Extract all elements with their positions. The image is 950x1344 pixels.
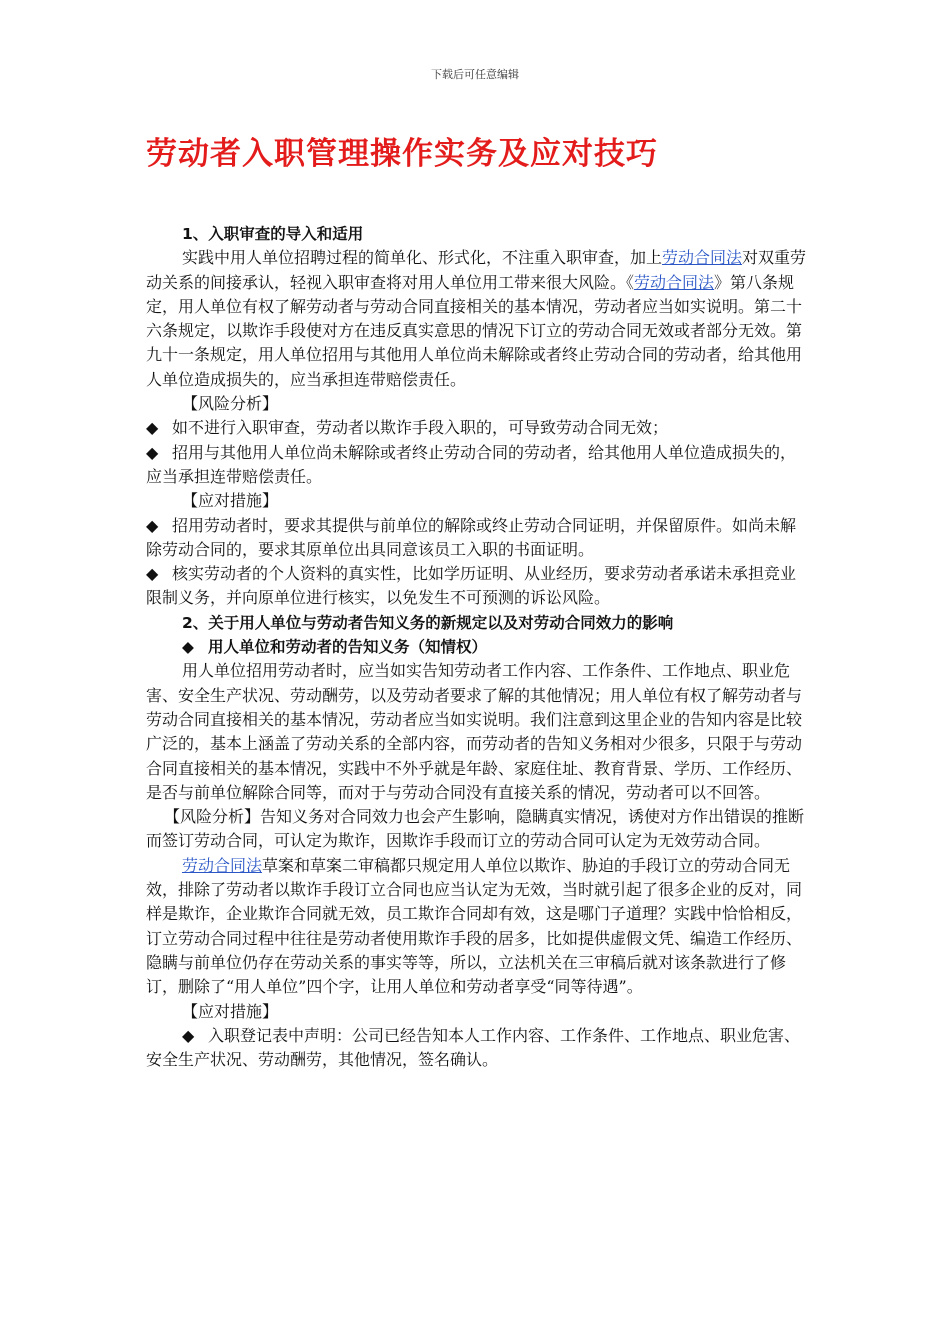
section-1-heading: 1、入职审查的导入和适用 bbox=[182, 225, 364, 243]
list-item-text: 入职登记表中声明：公司已经告知本人工作内容、工作条件、工作地点、职业危害、安全生产状况、劳动酬劳，其他情况，签名确认。 bbox=[146, 1025, 801, 1070]
risk-label: 【风险分析】 bbox=[164, 807, 261, 827]
text-run: 》第八条规定，用人单位有权了解劳动者与劳动合同直接相关的基本情况，劳动者应当如实说明。第二十六条规定，以欺诈手段使对方在违反真实意思的情况下订立的劳动合同无效或者部分无效。第九十一条规定，用人单位招用与其他用人单位尚未解除或者终止劳动合同的劳动者，给其他用人单位造成损失的，应当承担连带赔偿责任。 bbox=[146, 272, 803, 389]
law-link[interactable]: 劳动合同法 bbox=[662, 248, 743, 268]
section-2-heading: 2、关于用人单位与劳动者告知义务的新规定以及对劳动合同效力的影响 bbox=[182, 613, 674, 632]
list-item bbox=[146, 514, 810, 563]
measure-label: 【应对措施】 bbox=[182, 491, 279, 511]
diamond-bullet-icon: ◆ bbox=[182, 638, 194, 657]
section-2-paragraph: 用人单位招用劳动者时，应当如实告知劳动者工作内容、工作条件、工作地点、职业危害、安全生产状况、劳动酬劳，以及劳动者要求了解的其他情况；用人单位有权了解劳动者与劳动合同直接相关的基本情况，劳动者应当如实说明。我们注意到这里企业的告知内容是比较广泛的，基本上涵盖了劳动关系的全部内容，而劳动者的告知义务相对少很多，只限于与劳动合同直接相关的基本情况，实践中不外乎就是年龄、家庭住址、教育背景、学历、工作经历、是否与前单位解除合同等，而对于与劳动合同没有直接关系的情况，劳动者可以不回答。 bbox=[146, 661, 803, 802]
text-run: 草案和草案二审稿都只规定用人单位以欺诈、胁迫的手段订立的劳动合同无效，排除了劳动者以欺诈手段订立合同也应当认定为无效，当时就引起了很多企业的反对，同样是欺诈，企业欺诈合同就无效，员工欺诈合同却有效，这是哪门子道理？实践中恰恰相反，订立劳动合同过程中往往是劳动者使用欺诈手段的居多，比如提供虚假文凭、编造工作经历、隐瞒与前单位仍存在劳动关系的事实等等，所以，立法机关在三审稿后就对该条款进行了修订，删除了“用人单位”四个字，让用人单位和劳动者享受“同等待遇”。 bbox=[146, 855, 803, 997]
list-item-text: 核实劳动者的个人资料的真实性，比如学历证明、从业经历，要求劳动者承诺未承担竞业限制义务，并向原单位进行核实，以免发生不可预测的诉讼风险。 bbox=[146, 564, 797, 608]
document-body bbox=[146, 222, 810, 1072]
list-item bbox=[146, 441, 810, 490]
risk-label: 【风险分析】 bbox=[182, 394, 279, 414]
diamond-bullet-icon: ◆ bbox=[182, 1025, 195, 1045]
text-run: 实践中用人单位招聘过程的简单化、形式化，不注重入职审查，加上 bbox=[182, 248, 663, 268]
law-link[interactable]: 劳动合同法 bbox=[634, 272, 715, 292]
diamond-bullet-icon: ◆ bbox=[146, 418, 159, 438]
diamond-bullet-icon: ◆ bbox=[146, 515, 159, 535]
document-title: 劳动者入职管理操作实务及应对技巧 bbox=[146, 136, 658, 172]
risk-paragraph bbox=[146, 805, 810, 854]
list-item bbox=[146, 416, 810, 440]
section-1-paragraph bbox=[146, 246, 810, 392]
list-item bbox=[146, 1024, 810, 1073]
list-item-text: 招用与其他用人单位尚未解除或者终止劳动合同的劳动者，给其他用人单位造成损失的，应当承担连带赔偿责任。 bbox=[146, 442, 797, 486]
diamond-bullet-icon: ◆ bbox=[146, 442, 159, 462]
section-2-subheading bbox=[146, 635, 810, 659]
page-header: 下载后可任意编辑 bbox=[431, 68, 519, 81]
risk-text: 告知义务对合同效力也会产生影响，隐瞒真实情况，诱使对方作出错误的推断而签订劳动合同，可认定为欺诈，因欺诈手段而订立的劳动合同可认定为无效劳动合同。 bbox=[146, 807, 805, 851]
diamond-bullet-icon: ◆ bbox=[146, 564, 159, 584]
list-item-text: 招用劳动者时，要求其提供与前单位的解除或终止劳动合同证明，并保留原件。如尚未解除劳动合同的，要求其原单位出具同意该员工入职的书面证明。 bbox=[146, 515, 797, 559]
subheading-text: 用人单位和劳动者的告知义务（知情权） bbox=[208, 638, 488, 657]
list-item bbox=[146, 562, 810, 611]
measure-label: 【应对措施】 bbox=[182, 1001, 279, 1021]
law-link[interactable]: 劳动合同法 bbox=[182, 855, 263, 875]
list-item-text: 如不进行入职审查，劳动者以欺诈手段入职的，可导致劳动合同无效； bbox=[172, 418, 669, 438]
law-paragraph bbox=[146, 854, 810, 1000]
text-run: 对双重劳动关系的间接承认，轻视入职审查将对用人单位用工带来很大风险。《 bbox=[146, 248, 807, 292]
